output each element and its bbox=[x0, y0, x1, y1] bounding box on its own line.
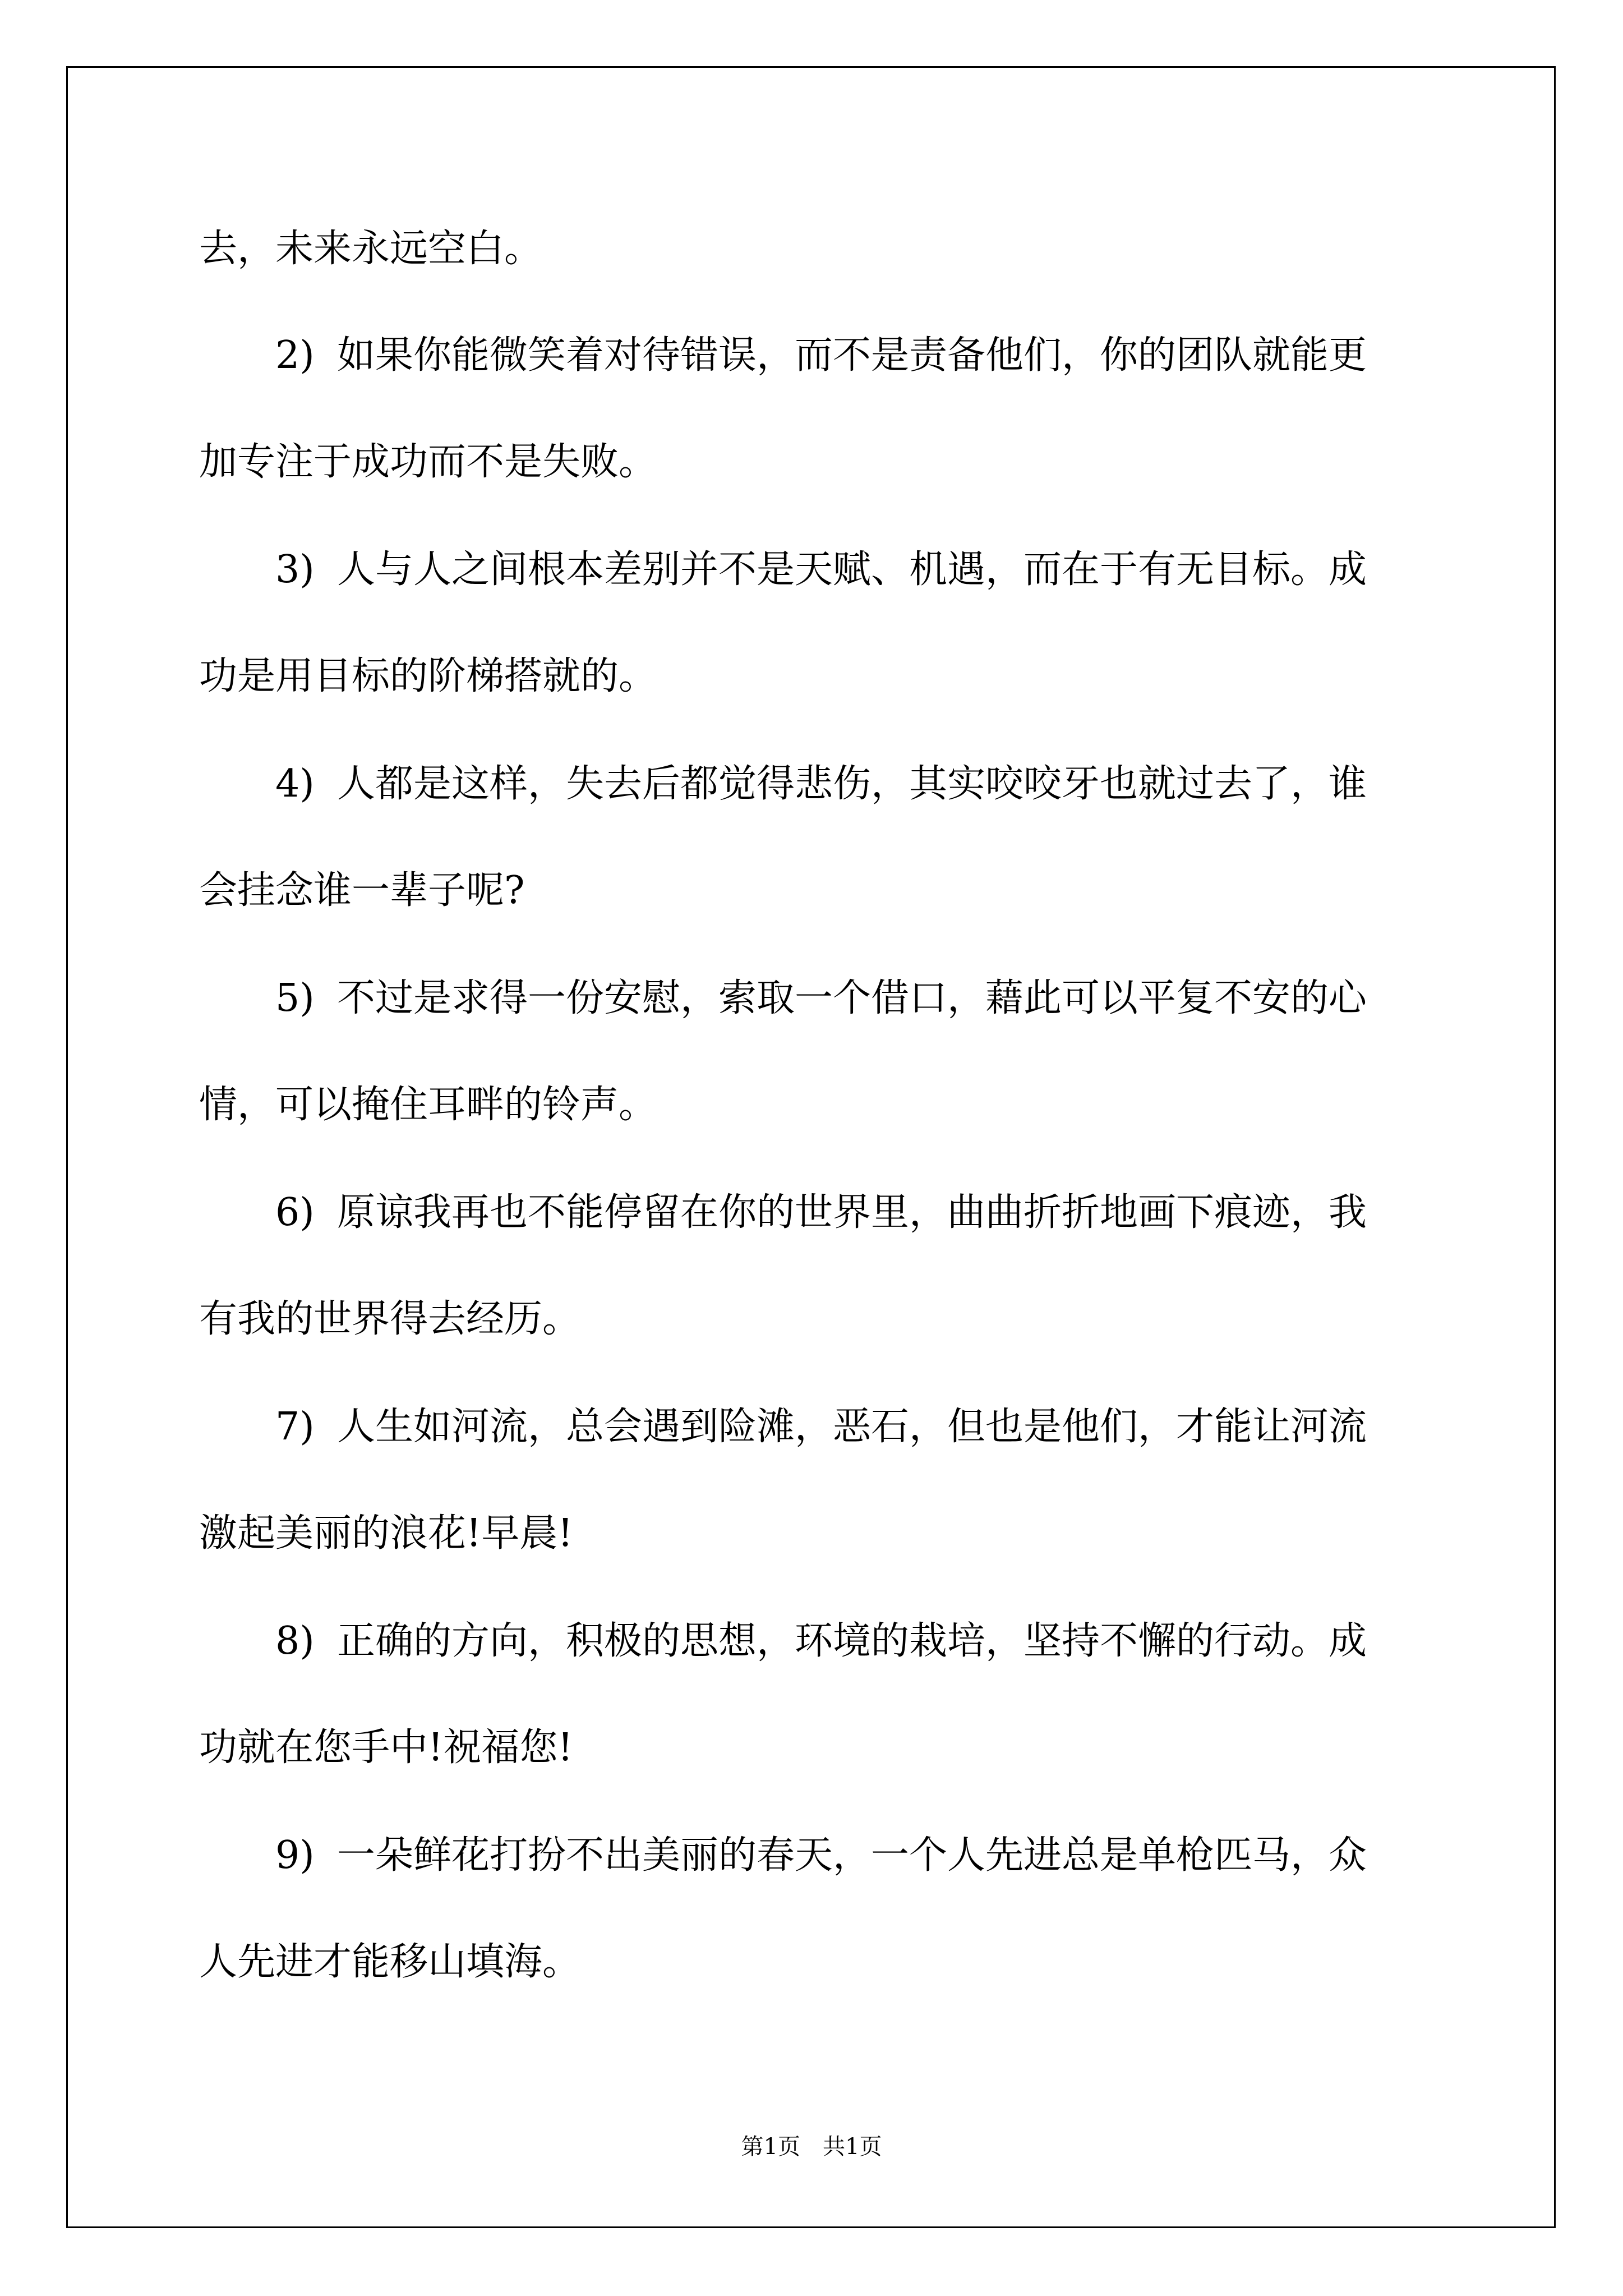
item-number: 3) bbox=[275, 547, 315, 592]
item-7-line-2: 激起美丽的浪花!早晨! bbox=[199, 1511, 573, 1556]
page-border bbox=[66, 66, 1556, 2228]
item-3-line-2: 功是用目标的阶梯搭就的。 bbox=[199, 654, 657, 698]
item-text: 正确的方向，积极的思想，环境的栽培，坚持不懈的行动。成 bbox=[337, 1619, 1367, 1663]
item-9-line-1 bbox=[275, 1833, 1367, 1878]
item-number: 8) bbox=[275, 1619, 315, 1663]
item-text: 一朵鲜花打扮不出美丽的春天，一个人先进总是单枪匹马，众 bbox=[337, 1833, 1367, 1878]
item-3-line-1 bbox=[275, 547, 1367, 592]
item-6-line-1 bbox=[275, 1190, 1367, 1235]
item-4-line-2: 会挂念谁一辈子呢? bbox=[199, 868, 525, 913]
page-total: 共1页 bbox=[823, 2134, 882, 2160]
item-text: 如果你能微笑着对待错误，而不是责备他们，你的团队就能更 bbox=[337, 333, 1367, 378]
continuation-line: 去，未来永远空白。 bbox=[199, 227, 543, 271]
item-text: 人生如河流，总会遇到险滩，恶石，但也是他们，才能让河流 bbox=[337, 1405, 1367, 1449]
item-5-line-1 bbox=[275, 976, 1367, 1020]
item-2-line-2: 加专注于成功而不是失败。 bbox=[199, 440, 657, 484]
item-text: 不过是求得一份安慰，索取一个借口，藉此可以平复不安的心 bbox=[337, 976, 1367, 1020]
item-8-line-1 bbox=[275, 1619, 1367, 1663]
item-text: 人与人之间根本差别并不是天赋、机遇，而在于有无目标。成 bbox=[337, 547, 1367, 592]
page-number: 第1页 bbox=[741, 2134, 800, 2160]
item-7-line-1 bbox=[275, 1405, 1367, 1449]
item-9-line-2: 人先进才能移山填海。 bbox=[199, 1940, 581, 1984]
item-text: 原谅我再也不能停留在你的世界里，曲曲折折地画下痕迹，我 bbox=[337, 1190, 1367, 1235]
item-number: 4) bbox=[275, 762, 315, 806]
item-number: 7) bbox=[275, 1405, 315, 1449]
item-number: 5) bbox=[275, 976, 315, 1020]
item-8-line-2: 功就在您手中!祝福您! bbox=[199, 1726, 573, 1770]
item-5-line-2: 情，可以掩住耳畔的铃声。 bbox=[199, 1083, 657, 1127]
page-footer bbox=[0, 2129, 1623, 2161]
item-6-line-2: 有我的世界得去经历。 bbox=[199, 1297, 581, 1341]
item-text: 人都是这样，失去后都觉得悲伤，其实咬咬牙也就过去了，谁 bbox=[337, 762, 1367, 806]
item-number: 2) bbox=[275, 333, 315, 378]
item-number: 6) bbox=[275, 1190, 315, 1235]
item-2-line-1 bbox=[275, 333, 1367, 378]
item-number: 9) bbox=[275, 1833, 315, 1878]
item-4-line-1 bbox=[275, 762, 1367, 806]
